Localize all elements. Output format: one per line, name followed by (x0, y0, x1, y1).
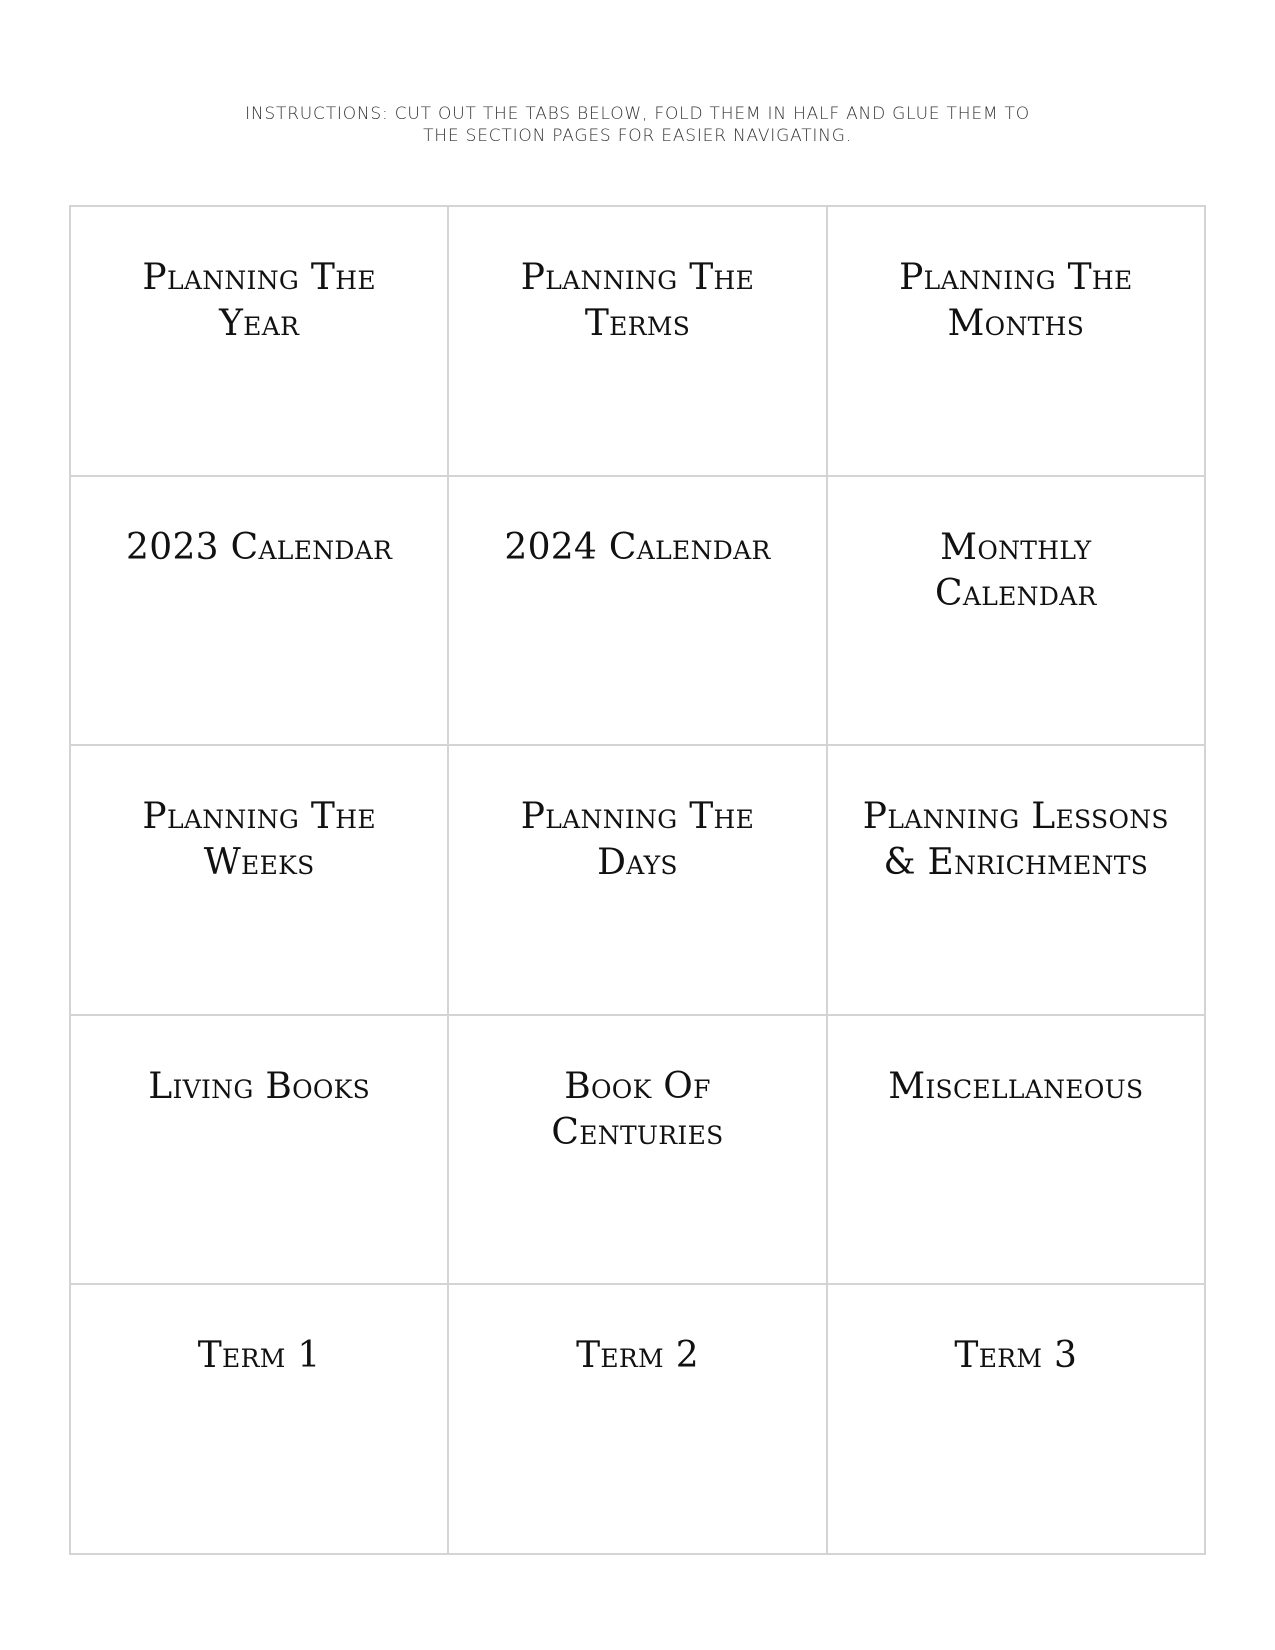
tab-2024-calendar (449, 477, 827, 747)
tab-label: Living Books (148, 1065, 371, 1107)
instructions-text (0, 103, 1275, 147)
tab-label: Planning The Days (520, 796, 755, 884)
tab-miscellaneous (828, 1016, 1206, 1286)
tab-label: Planning Lessons & Enrichments (862, 796, 1169, 884)
tab-label: Term 3 (954, 1335, 1078, 1377)
tab-label: Term 1 (197, 1335, 321, 1377)
tab-planning-the-months (828, 207, 1206, 477)
tab-label: Term 2 (576, 1335, 699, 1377)
tab-planning-the-year (71, 207, 449, 477)
tab-monthly-calendar (828, 477, 1206, 747)
tab-label: Miscellaneous (888, 1065, 1144, 1107)
tab-label: Planning The Terms (520, 257, 755, 344)
tab-planning-the-weeks (71, 746, 449, 1016)
tab-term-2 (449, 1285, 827, 1555)
tab-book-of-centuries (449, 1016, 827, 1286)
tab-2023-calendar (71, 477, 449, 747)
tab-label: Book Of Centuries (551, 1065, 724, 1153)
tabs-grid (69, 205, 1206, 1555)
tab-term-3 (828, 1285, 1206, 1555)
tab-planning-the-terms (449, 207, 827, 477)
tab-label: 2023 Calendar (126, 526, 393, 568)
instructions-line-2: THE SECTION PAGES FOR EASIER NAVIGATING. (423, 126, 852, 146)
tab-term-1 (71, 1285, 449, 1555)
tab-planning-the-days (449, 746, 827, 1016)
tab-label: Monthly Calendar (935, 526, 1097, 614)
tab-label: Planning The Months (899, 257, 1133, 344)
tab-living-books (71, 1016, 449, 1286)
tab-planning-lessons-enrichments (828, 746, 1206, 1016)
instructions-line-1: INSTRUCTIONS: CUT OUT THE TABS BELOW, FOLD THEM IN HALF AND GLUE THEM TO (245, 104, 1030, 124)
tab-label: Planning The Weeks (142, 796, 376, 884)
tab-label: 2024 Calendar (504, 526, 771, 568)
tab-label: Planning The Year (142, 257, 376, 344)
